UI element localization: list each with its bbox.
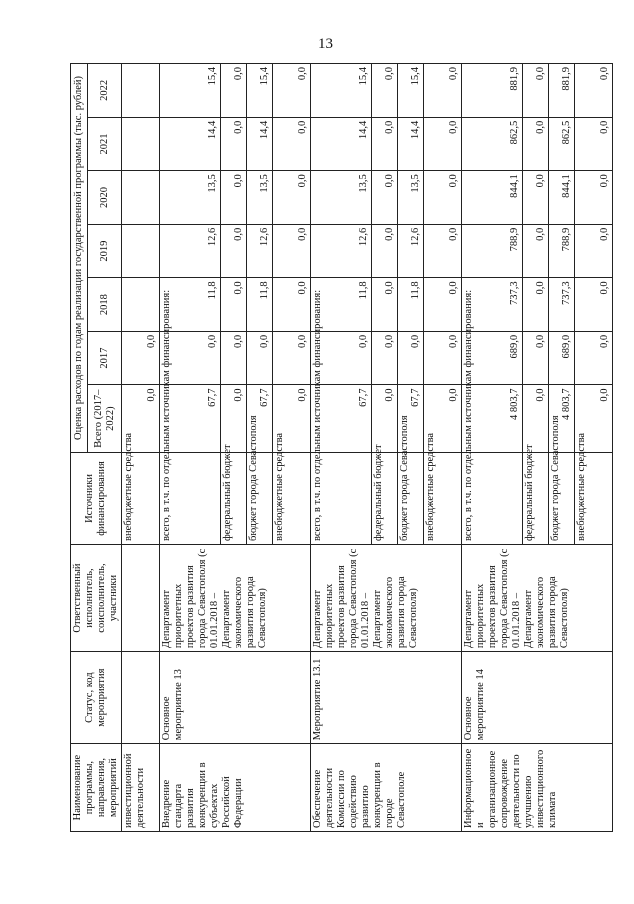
header-total: Всего (2017–2022) <box>88 385 122 452</box>
responsible-cell <box>122 545 160 652</box>
table-row <box>462 64 523 832</box>
value-cell: 15,4 <box>160 64 221 118</box>
value-cell: 0,0 <box>372 331 398 385</box>
value-cell: 689,0 <box>549 331 575 385</box>
value-cell: 0,0 <box>575 278 613 332</box>
page-number: 13 <box>318 36 333 52</box>
value-cell <box>122 224 160 278</box>
value-cell: 13,5 <box>160 171 221 225</box>
value-cell: 0,0 <box>273 117 311 171</box>
funding-source-cell: бюджет города Севастополя <box>247 452 273 544</box>
value-cell: 12,6 <box>160 224 221 278</box>
value-cell: 12,6 <box>398 224 424 278</box>
value-cell: 788,9 <box>549 224 575 278</box>
value-cell: 0,0 <box>424 278 462 332</box>
value-cell: 11,8 <box>398 278 424 332</box>
header-year-2020: 2020 <box>88 171 122 225</box>
value-cell: 0,0 <box>372 64 398 118</box>
value-cell: 11,8 <box>160 278 221 332</box>
value-cell: 0,0 <box>523 224 549 278</box>
expenditure-table <box>70 63 613 832</box>
value-cell <box>122 278 160 332</box>
funding-source-cell: внебюджетные средства <box>273 452 311 544</box>
value-cell: 0,0 <box>424 171 462 225</box>
value-cell: 15,4 <box>398 64 424 118</box>
value-cell: 0,0 <box>221 171 247 225</box>
value-cell: 0,0 <box>122 331 160 385</box>
responsible-cell: Департамент приоритетных проектов развития города Севастополя (с 01.01.2018 – Департамент экономического развития города Севастополя) <box>160 545 311 652</box>
responsible-cell: Департамент приоритетных проектов развития города Севастополя (с 01.01.2018 – Департамент экономического развития города Севастополя) <box>311 545 462 652</box>
value-cell: 13,5 <box>311 171 372 225</box>
rotated-table-container <box>70 63 610 832</box>
value-cell: 4 803,7 <box>549 385 575 452</box>
value-cell: 0,0 <box>575 385 613 452</box>
value-cell: 13,5 <box>398 171 424 225</box>
table-row <box>122 64 160 832</box>
value-cell: 13,5 <box>247 171 273 225</box>
value-cell: 0,0 <box>221 64 247 118</box>
funding-source-cell: бюджет города Севастополя <box>549 452 575 544</box>
value-cell: 0,0 <box>160 331 221 385</box>
value-cell: 844,1 <box>549 171 575 225</box>
value-cell: 0,0 <box>221 331 247 385</box>
header-year-2017: 2017 <box>88 331 122 385</box>
value-cell: 15,4 <box>311 64 372 118</box>
value-cell: 0,0 <box>575 64 613 118</box>
value-cell: 844,1 <box>462 171 523 225</box>
value-cell: 0,0 <box>523 331 549 385</box>
value-cell: 0,0 <box>424 224 462 278</box>
status-cell <box>122 652 160 744</box>
funding-source-cell: бюджет города Севастополя <box>398 452 424 544</box>
value-cell: 0,0 <box>575 331 613 385</box>
status-cell: Основное мероприятие 13 <box>160 652 311 744</box>
value-cell: 14,4 <box>247 117 273 171</box>
value-cell: 0,0 <box>273 331 311 385</box>
header-sources: Источники финансирования <box>71 452 122 544</box>
funding-source-cell: всего, в т.ч. по отдельным источникам финансирования: <box>311 452 372 544</box>
value-cell: 67,7 <box>160 385 221 452</box>
value-cell: 0,0 <box>523 117 549 171</box>
value-cell: 14,4 <box>311 117 372 171</box>
value-cell: 14,4 <box>398 117 424 171</box>
value-cell: 0,0 <box>247 331 273 385</box>
value-cell: 14,4 <box>160 117 221 171</box>
value-cell: 862,5 <box>549 117 575 171</box>
value-cell: 0,0 <box>372 117 398 171</box>
value-cell: 0,0 <box>273 171 311 225</box>
measure-name-cell: Внедрение стандарта развития конкуренции в субъектах Российской Федерации <box>160 744 311 832</box>
funding-source-cell: внебюджетные средства <box>424 452 462 544</box>
value-cell: 0,0 <box>221 117 247 171</box>
value-cell: 0,0 <box>372 224 398 278</box>
value-cell: 0,0 <box>575 117 613 171</box>
value-cell: 0,0 <box>372 385 398 452</box>
value-cell: 0,0 <box>523 385 549 452</box>
status-cell: Мероприятие 13.1 <box>311 652 462 744</box>
header-year-2018: 2018 <box>88 278 122 332</box>
value-cell: 0,0 <box>523 278 549 332</box>
funding-source-cell: внебюджетные средства <box>575 452 613 544</box>
value-cell: 862,5 <box>462 117 523 171</box>
value-cell: 11,8 <box>311 278 372 332</box>
table-row <box>160 64 221 832</box>
funding-source-cell: федеральный бюджет <box>523 452 549 544</box>
measure-name-cell: инвестиционной деятельности <box>122 744 160 832</box>
value-cell: 788,9 <box>462 224 523 278</box>
value-cell: 67,7 <box>311 385 372 452</box>
value-cell: 737,3 <box>549 278 575 332</box>
table-row <box>311 64 372 832</box>
value-cell: 0,0 <box>221 385 247 452</box>
value-cell <box>122 64 160 118</box>
value-cell: 0,0 <box>523 171 549 225</box>
value-cell: 15,4 <box>247 64 273 118</box>
value-cell: 881,9 <box>462 64 523 118</box>
value-cell: 0,0 <box>424 117 462 171</box>
value-cell: 67,7 <box>398 385 424 452</box>
value-cell: 0,0 <box>372 278 398 332</box>
header-status: Статус, код мероприятия <box>71 652 122 744</box>
table-header <box>71 64 122 832</box>
value-cell <box>122 171 160 225</box>
value-cell: 4 803,7 <box>462 385 523 452</box>
value-cell: 0,0 <box>424 64 462 118</box>
header-name: Наименование программы, направления, мероприятий <box>71 744 122 832</box>
header-year-2022: 2022 <box>88 64 122 118</box>
value-cell: 0,0 <box>398 331 424 385</box>
value-cell: 11,8 <box>247 278 273 332</box>
status-cell: Основное мероприятие 14 <box>462 652 613 744</box>
value-cell: 0,0 <box>424 331 462 385</box>
header-year-2021: 2021 <box>88 117 122 171</box>
value-cell: 12,6 <box>247 224 273 278</box>
funding-source-cell: всего, в т.ч. по отдельным источникам финансирования: <box>462 452 523 544</box>
value-cell: 0,0 <box>372 171 398 225</box>
measure-name-cell: Информационное и организационное сопровождение деятельности по улучшению инвестиционного климата <box>462 744 613 832</box>
value-cell: 0,0 <box>221 224 247 278</box>
table-body <box>122 64 613 832</box>
value-cell: 0,0 <box>273 64 311 118</box>
value-cell: 0,0 <box>424 385 462 452</box>
responsible-cell: Департамент приоритетных проектов развития города Севастополя (с 01.01.2018 – Департамент экономического развития города Севастополя) <box>462 545 613 652</box>
funding-source-cell: федеральный бюджет <box>221 452 247 544</box>
header-responsible: Ответственный исполнитель, соисполнитель, участники <box>71 545 122 652</box>
value-cell: 0,0 <box>221 278 247 332</box>
value-cell: 0,0 <box>575 224 613 278</box>
value-cell: 0,0 <box>273 224 311 278</box>
header-year-2019: 2019 <box>88 224 122 278</box>
value-cell: 0,0 <box>273 385 311 452</box>
funding-source-cell: всего, в т.ч. по отдельным источникам финансирования: <box>160 452 221 544</box>
value-cell: 689,0 <box>462 331 523 385</box>
value-cell: 12,6 <box>311 224 372 278</box>
value-cell: 737,3 <box>462 278 523 332</box>
funding-source-cell: федеральный бюджет <box>372 452 398 544</box>
value-cell: 0,0 <box>122 385 160 452</box>
value-cell: 0,0 <box>311 331 372 385</box>
value-cell: 0,0 <box>523 64 549 118</box>
value-cell: 881,9 <box>549 64 575 118</box>
value-cell: 67,7 <box>247 385 273 452</box>
value-cell: 0,0 <box>575 171 613 225</box>
value-cell <box>122 117 160 171</box>
header-estimate: Оценка расходов по годам реализации государственной программы (тыс. рублей) <box>71 64 88 453</box>
funding-source-cell: внебюджетные средства <box>122 452 160 544</box>
measure-name-cell: Обеспечение деятельности Комиссии по содействию развитию конкуренции в городе Севастополе <box>311 744 462 832</box>
value-cell: 0,0 <box>273 278 311 332</box>
